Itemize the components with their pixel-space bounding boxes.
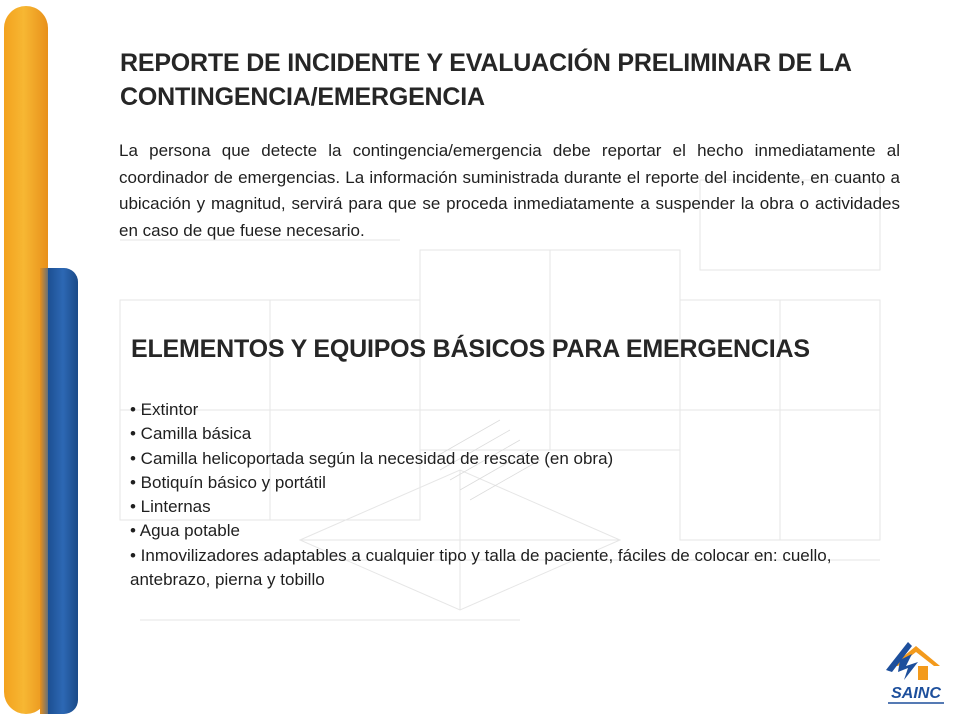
equipment-list bbox=[130, 398, 870, 592]
list-item: • Extintor bbox=[130, 400, 199, 419]
logo-text: SAINC bbox=[891, 685, 941, 702]
list-item: • Agua potable bbox=[130, 521, 240, 541]
decorative-blue-bar bbox=[48, 268, 78, 714]
intro-paragraph: La persona que detecte la contingencia/emergencia debe reportar el hecho inmediatamente al coordinador de emergencias. La información suministrada durante el reporte del incidente, en cuanto a ubicación y magnitud, servirá para que se proceda inmediatamente a suspender la obra o actividades en caso de que fuese necesario. bbox=[119, 141, 900, 240]
list-item: • Camilla helicoportada según la necesidad de rescate (en obra) bbox=[130, 448, 614, 468]
section-title: ELEMENTOS Y EQUIPOS BÁSICOS PARA EMERGENCIAS bbox=[131, 335, 810, 363]
list-item: • Linternas bbox=[130, 497, 211, 517]
list-item: • Inmovilizadores adaptables a cualquier tipo y talla de paciente, fáciles de colocar en: cuello, antebrazo, pierna y tobillo bbox=[130, 545, 832, 590]
page-title: REPORTE DE INCIDENTE Y EVALUACIÓN PRELIMINAR DE LA CONTINGENCIA/EMERGENCIA bbox=[120, 49, 851, 111]
list-item: • Botiquín básico y portátil bbox=[130, 472, 326, 492]
sainc-logo-icon bbox=[878, 636, 954, 712]
list-item: • Camilla básica bbox=[130, 424, 252, 444]
